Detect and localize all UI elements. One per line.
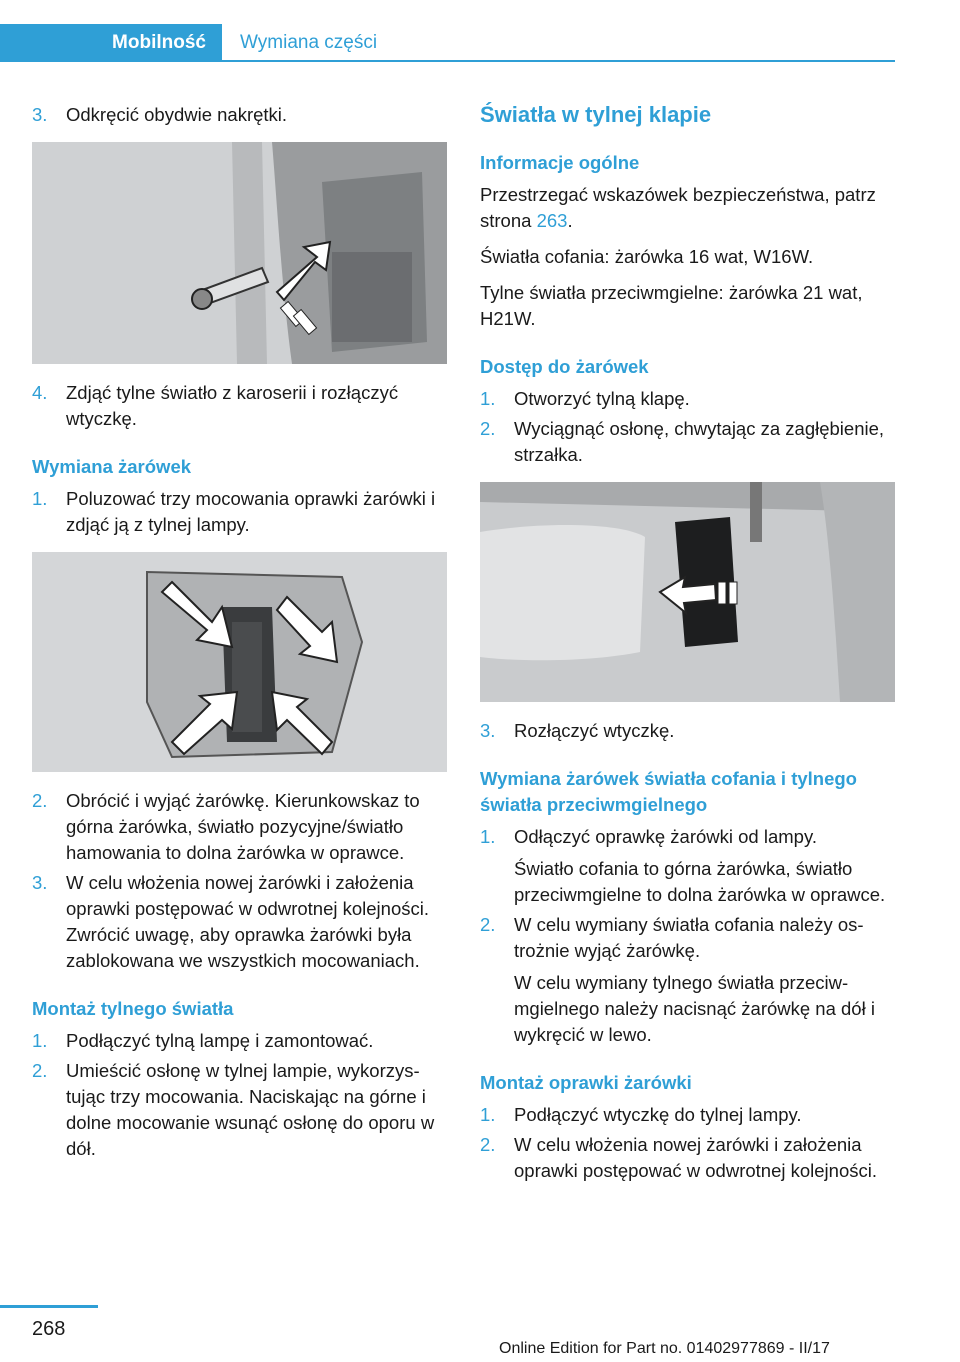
edition-note: Online Edition for Part no. 01402977869 - II/17 bbox=[499, 1340, 830, 1357]
heading-bulb-access: Dostęp do żarówek bbox=[480, 356, 649, 377]
footer-rule bbox=[0, 1305, 98, 1308]
tab-mobility[interactable]: Mobilność bbox=[0, 24, 222, 62]
fog-light-spec: Tylne światła przeciwmgielne: żarówka 21 wat, H21W. bbox=[480, 282, 863, 329]
figure-bulb-holder bbox=[32, 552, 447, 772]
step-replace-reverse-light: 2. W celu wymiany światła cofania należy ostrożnie wyjąć żarówkę. W celu wymiany tylnego światła przeciwmgielnego należy nacisnąć żarówkę na dół i wykręcić w lewo. bbox=[480, 914, 875, 1045]
heading-bulb-replacement: Wymiana żarówek bbox=[32, 456, 192, 477]
step-reinsert-holder: 2. W celu włożenia nowej żarówki i założenia oprawki postępować w odwrotnej kolejności. bbox=[480, 1134, 877, 1181]
tab-parts-replacement[interactable]: Wymiana części bbox=[240, 32, 378, 53]
step-disconnect-plug: 3. Rozłączyć wtyczkę. bbox=[480, 720, 675, 741]
step-unscrew-nuts: 3. Odkręcić obydwie nakrętki. bbox=[32, 104, 288, 125]
header-rule bbox=[222, 60, 895, 62]
step-connect-plug: 1. Podłączyć wtyczkę do tylnej lampy. bbox=[480, 1104, 802, 1125]
figure-unscrew-nuts bbox=[32, 142, 447, 364]
reverse-light-spec: Światła cofania: żarówka 16 wat, W16W. bbox=[480, 246, 814, 267]
heading-reverse-fog-replacement: Wymiana żarówek światła cofania i tylnego światła przeciwmgielnego bbox=[480, 768, 857, 815]
page-link[interactable]: 263 bbox=[536, 210, 568, 231]
figure-tailgate-cover bbox=[480, 482, 895, 702]
heading-general-info: Informacje ogólne bbox=[480, 152, 640, 173]
heading-tailgate-lights: Światła w tylnej klapie bbox=[480, 102, 712, 127]
page-number: 268 bbox=[32, 1318, 66, 1340]
step-remove-light: 4. Zdjąć tylne światło z karoserii i rozłączyć wtyczkę. bbox=[32, 382, 399, 429]
step-detach-holder: 1. Odłączyć oprawkę żarówki od lampy. Światło cofania to górna żarówka, światło przeciwmgielne to dolna żarówka w oprawce. bbox=[480, 826, 886, 905]
heading-holder-mount: Montaż oprawki żarówki bbox=[480, 1072, 692, 1093]
step-loosen-mounts: 1. Poluzować trzy mocowania oprawki żarówki i zdjąć ją z tylnej lampy. bbox=[32, 488, 436, 535]
step-remove-bulb: 2. Obrócić i wyjąć żarówkę. Kierunkowskaz to górna żarówka, światło pozycyjne/światło hamowania to dolna żarówka w oprawce. bbox=[32, 790, 420, 863]
step-reinsert-bulb: 3. W celu włożenia nowej żarówki i założenia oprawki postępować w odwrotnej kolejności. Zwrócić uwagę, aby oprawka żarówki była zablokowana we wszystkich mocowaniach. bbox=[32, 872, 429, 971]
left-column bbox=[32, 102, 447, 1166]
header-tabbar bbox=[0, 24, 895, 62]
step-place-cover: 2. Umieścić osłonę w tylnej lampie, wykorzystując trzy mocowania. Naciskając na górne i dolne mocowanie wsunąć osłonę do oporu w dół. bbox=[32, 1060, 435, 1159]
step-pull-cover: 2. Wyciągnąć osłonę, chwytając za zagłębienie, strzałka. bbox=[480, 418, 885, 465]
right-column bbox=[480, 102, 895, 1188]
safety-note: Przestrzegać wskazówek bezpieczeństwa, patrz strona 263. bbox=[480, 184, 876, 231]
heading-rear-light-mount: Montaż tylnego światła bbox=[32, 998, 234, 1019]
step-connect-lamp: 1. Podłączyć tylną lampę i zamontować. bbox=[32, 1030, 374, 1051]
step-open-tailgate: 1. Otworzyć tylną klapę. bbox=[480, 388, 690, 409]
